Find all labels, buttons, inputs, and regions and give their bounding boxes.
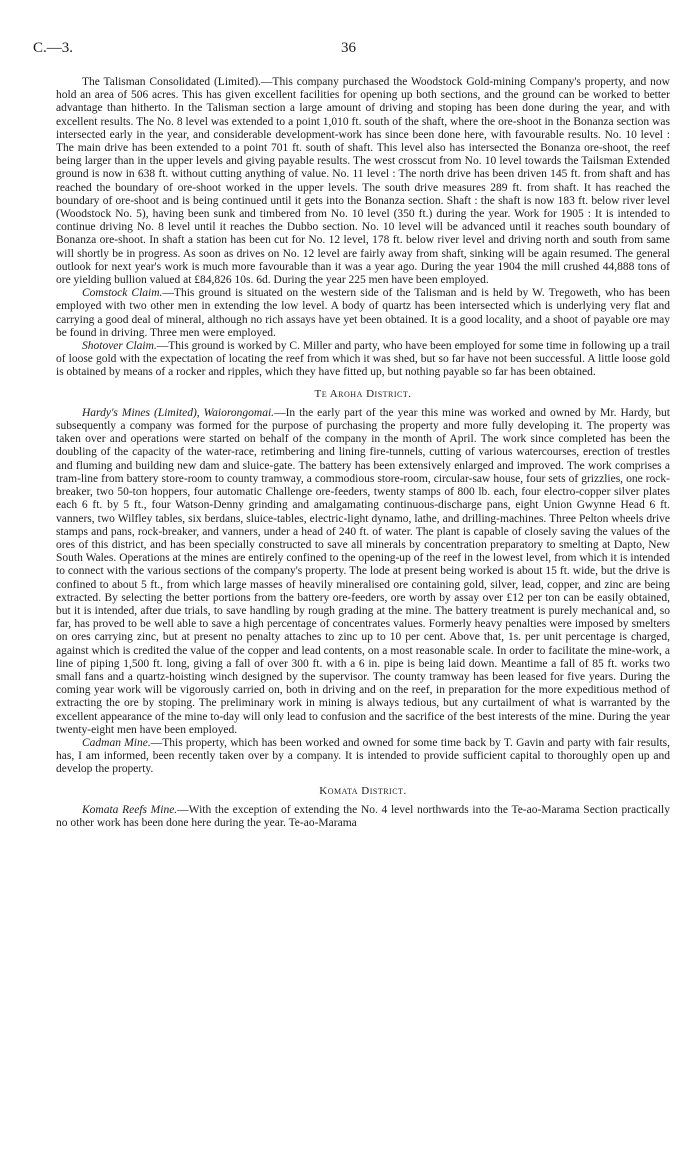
paragraph-title: Comstock Claim. xyxy=(82,287,163,300)
paragraph-text: —This property, which has been worked and owned for some time back by T. Gavin and party with fair results, has, I am informed, been recently taken over by a company. It is intended to provide sufficient capital to thoroughly open up and develop the property. xyxy=(56,736,670,776)
paragraph-text: —With the exception of extending the No. 4 level northwards into the Te-ao-Marama Section practically no other work has been done here during the year. Te-ao-Marama xyxy=(56,803,671,829)
paragraph-title: The Talisman Consolidated (Limited). xyxy=(82,76,261,88)
document-body xyxy=(56,76,670,830)
paragraph-shotover xyxy=(56,340,670,380)
paragraph-title: Hardy's Mines (Limited), Waiorongomai. xyxy=(82,406,275,419)
paragraph-cadman xyxy=(56,737,670,777)
document-reference: C.—3. xyxy=(33,40,74,56)
paragraph-text: —This ground is worked by C. Miller and party, who have been employed for some time in following up a trail of loose gold with the expectation of locating the reef from which it was shed, but so far have not been successful. A little loose gold is obtained by means of a rocker and ripples, which they have fitted up, but nothing payable so far has been obtained. xyxy=(56,340,670,379)
district-heading-komata: Komata District. xyxy=(319,784,407,797)
paragraph-comstock xyxy=(56,287,670,340)
page-header xyxy=(33,40,673,60)
paragraph-title: Shotover Claim. xyxy=(82,340,157,353)
page-number: 36 xyxy=(341,40,356,56)
paragraph-komata-reefs xyxy=(56,804,670,830)
district-heading-te-aroha: Te Aroha District. xyxy=(314,387,412,400)
paragraph-title: Komata Reefs Mine. xyxy=(82,803,178,816)
paragraph-text: —This ground is situated on the western side of the Talisman and is held by W. Tregoweth, who has been employed with two other men in extending the low level. A body of quartz has been intersected which is underlying very flat and carrying a good deal of mineral, although no rich assays have yet been obtained. It is a good locality, and a shoot of payable ore may be found in driving. Three men were employed. xyxy=(56,287,670,339)
paragraph-text: —This company purchased the Woodstock Gold-mining Company's property, and now hold an area of 506 acres. This has given excellent facilities for opening up both sections, and the ground can be worked to better advantage than hitherto. In the Talisman section a large amount of driving and stoping has been done during the year, and with excellent results. The No. 8 level was extended to a point 1,010 ft. south of the shaft, where the ore-shoot in the Bonanza section was intersected early in the year, and considerable development-work has since been done here, with favourable results. No. 10 level : The main drive has been extended to a point 701 ft. south of shaft. This level also has intersected the Bonanza ore-shoot, the reef being larger than in the upper levels and giving payable results. The west crosscut from No. 10 level towards the Tailsman Extended ground is now in 638 ft. without cutting anything of value. No. 11 level : The north drive has been driven 145 ft. from shaft and has reached the boundary of ore-shoot worked in the upper levels. The south drive measures 289 ft. from shaft. It has reached the boundary of ore-shoot and is being continued until it gets into the Bonanza section. Shaft : the shaft is now 183 ft. below river level (Woodstock No. 5), having been sunk and timbered from No. 10 level (350 ft.) during the year. Work for 1905 : It is intended to continue driving No. 8 level until it reaches the Dubbo section. No. 10 level will be advanced until it reaches south boundary of Bonanza ore-shoot. In shaft a station has been cut for No. 12 level, 178 ft. below river level and driving north and south from same will shortly be in progress. As soon as drives on No. 12 level are fairly away from shaft, sinking will be again resumed. The general outlook for next year's work is much more favourable than it was a year ago. During the year 1904 the mill crushed 44,888 tons of ore yielding bullion valued at £84,826 10s. 6d. During the year 225 men have been employed. xyxy=(56,76,670,287)
paragraph-text: —In the early part of the year this mine was worked and owned by Mr. Hardy, but subsequently a company was formed for the purpose of purchasing the property and more fully developing it. The property was taken over and operations were started on behalf of the company in the month of April. The work since completed has been the doubling of the capacity of the water-race, retimbering and lining fire-tunnels, cutting of various watercourses, erection of trestles and fluming and building new dam and sluice-gate. The battery has been extensively enlarged and improved. The work comprises a tram-line from battery store-room to county tramway, a commodious store-room, circular-saw house, four sets of grizzlies, one rock-breaker, two 50-ton hoppers, four automatic Challenge ore-feeders, twenty stamps of 800 lb. each, four electro-copper silver plates each 6 ft. by 5 ft., four Watson-Denny grinding and amalgamating continuous-discharge pans, eight Union Gwynne Head 6 ft. vanners, two Wilfley tables, six berdans, sluice-tables, electric-light dynamo, lathe, and drilling-machines. Three Pelton wheels drive stamps and pans, rock-breaker, and vanners, under a head of 240 ft. of water. The plant is capable of closely saving the values of the ores of this district, and has been specially constructed to save all minerals by concentration preparatory to smelting at Dapto, New South Wales. Operations at the mines are entirely confined to the opening-up of the reef in the lowest level, from which it is intended to connect with the various sections of the company's property. The lode at present being worked is about 15 ft. wide, but the drive is confined to about 5 ft., from which large masses of heavily mineralised ore containing gold, silver, lead, copper, and zinc are being extracted. By selecting the better portions from the battery ore-feeders, ore worth by assay over £12 per ton can be easily obtained, but it is intended, after due trials, to save handling by rough grading at the mine. The battery treatment is purely mechanical and, so far, has proved to be well able to save a high percentage of concentrates values. Formerly heavy penalties were imposed by smelters on ores carrying zinc, but at present no penalty attaches to zinc up to 10 per cent. Above that, 1s. per unit percentage is charged, against which is credited the value of the copper and lead contents, on a most reasonable scale. In order to facilitate the mine-work, a line of piping 1,500 ft. long, giving a fall of over 300 ft. with a 6 in. pipe is being laid down. Meantime a fall of 85 ft. works two small fans and a quartz-hoisting winch designed by the supervisor. The county tramway has been leased for five years. During the coming year work will be vigorously carried on, both in driving and on the reef, in preparation for the more expeditious method of extracting the ore by stoping. The preliminary work in mining is always tedious, but any curtailment of what is warranted by the excellent appearance of the mine to-day will only lead to confusion and the sacrifice of the best interests of the mine. During the year twenty-eight men have been employed. xyxy=(56,406,670,736)
paragraph-title: Cadman Mine. xyxy=(82,736,151,749)
paragraph-hardys xyxy=(56,407,670,737)
paragraph-talisman xyxy=(56,76,670,287)
